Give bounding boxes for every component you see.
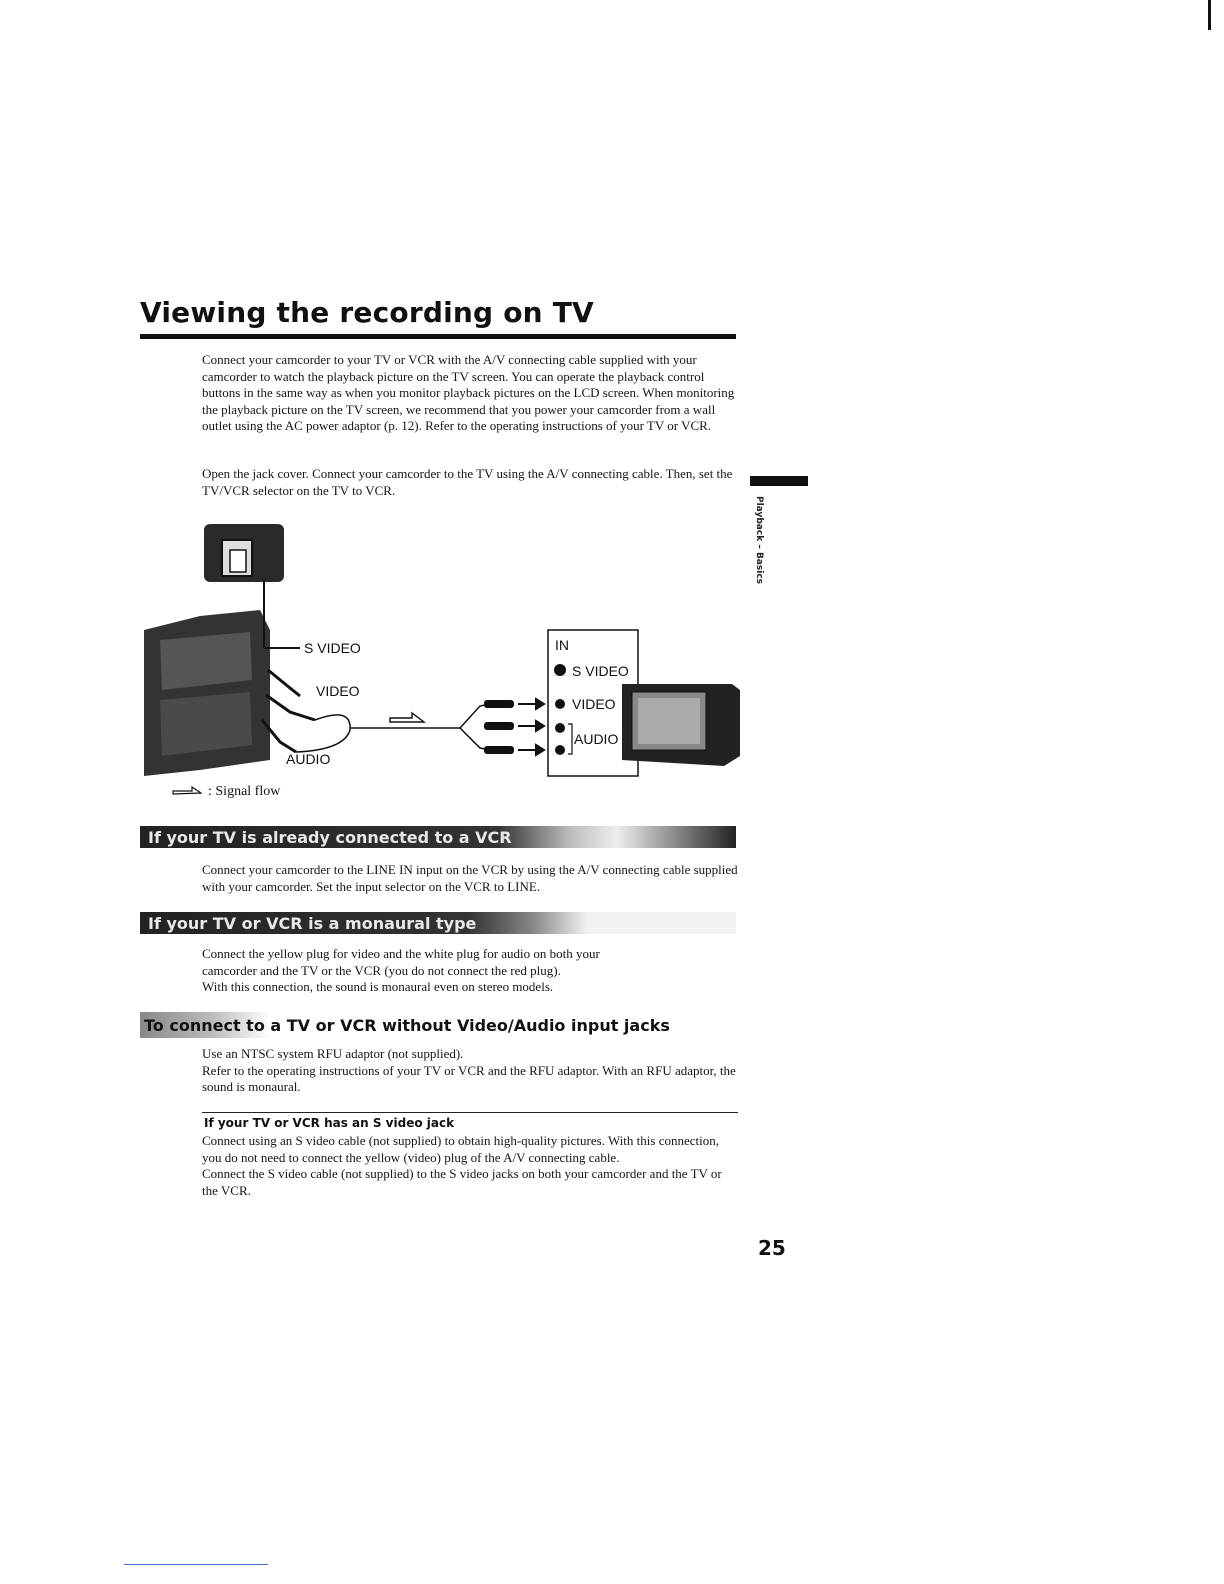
intro-paragraph-2 [202, 466, 740, 499]
signal-flow-arrow-icon [390, 713, 424, 722]
plug-audio-red-icon [484, 746, 514, 754]
arrow-icons [518, 699, 544, 755]
section-2-line-1: Connect the yellow plug for video and the white plug for audio on both your [202, 946, 600, 961]
connection-diagram [140, 520, 750, 810]
section-heading-band-3 [140, 1012, 736, 1038]
section-heading-1: If your TV is already connected to a VCR [148, 827, 512, 847]
plug-audio-white-icon [484, 722, 514, 730]
scan-edge-line [1208, 0, 1211, 30]
signal-flow-icon [172, 786, 202, 798]
cam-video-label: VIDEO [316, 683, 360, 699]
signal-flow-legend [172, 784, 280, 800]
tv-set-illustration [622, 684, 740, 766]
section-text-1: Connect your camcorder to the LINE IN input on the VCR by using the A/V connecting cable supplied with your camcorder. Set the input selector on the VCR to LINE. [202, 862, 738, 894]
subsection-heading: If your TV or VCR has an S video jack [204, 1116, 455, 1130]
title-rule [140, 334, 736, 339]
section-2-line-2: camcorder and the TV or the VCR (you do not connect the red plug). [202, 962, 561, 978]
section-marker-bar [750, 476, 808, 486]
intro-text-2: Open the jack cover. Connect your camcorder to the TV using the A/V connecting cable. Then, set the TV/VCR selector on the TV to VCR. [202, 466, 733, 498]
section-body-3 [202, 1046, 740, 1096]
section-heading-band-1 [140, 826, 736, 848]
page-number: 25 [758, 1236, 786, 1260]
intro-text-1: Connect your camcorder to your TV or VCR with the A/V connecting cable supplied with your camcorder to watch the playback picture on the TV screen. You can operate the playback control buttons in the same way as when you monitor playback pictures on the LCD screen. When monitoring the playback picture on the TV screen, we recommend that you power your camcorder from a wall outlet using the AC power adaptor (p. 12). Refer to the operating instructions of your TV or VCR. [202, 352, 735, 434]
plug-video-icon [484, 700, 514, 708]
section-heading-2: If your TV or VCR is a monaural type [148, 913, 477, 933]
audio-jack-right-icon [555, 745, 565, 755]
subsection-rule [202, 1112, 738, 1113]
page-title: Viewing the recording on TV [140, 296, 594, 329]
subsection-text-1: Connect using an S video cable (not supplied) to obtain high-quality pictures. With this connection, you do not need to connect the yellow (video) plug of the A/V connecting cable. [202, 1133, 719, 1165]
tv-video-label: VIDEO [572, 696, 616, 712]
section-2-line-3: With this connection, the sound is monaural even on stereo models. [202, 979, 554, 995]
cam-s-video-label: S VIDEO [304, 640, 361, 656]
tv-audio-label: AUDIO [574, 731, 619, 747]
section-heading-3: To connect to a TV or VCR without Video/Audio input jacks [144, 1015, 670, 1035]
side-tab-label: Playback – Basics [754, 496, 764, 585]
intro-paragraph [202, 352, 740, 435]
s-video-jack-icon [554, 664, 566, 676]
section-heading-band-2 [140, 912, 736, 934]
subsection-text-2: Connect the S video cable (not supplied) to the S video jacks on both your camcorder and the TV or the VCR. [202, 1166, 722, 1198]
section-3-line-2: Refer to the operating instructions of your TV or VCR and the RFU adaptor. With an RFU adaptor, the sound is monaural. [202, 1062, 736, 1095]
cam-audio-label: AUDIO [286, 751, 331, 767]
audio-jack-left-icon [555, 723, 565, 733]
section-3-line-1: Use an NTSC system RFU adaptor (not supplied). [202, 1046, 464, 1061]
bottom-underline [124, 1564, 268, 1565]
section-body-1 [202, 862, 740, 895]
tv-in-label: IN [555, 637, 569, 653]
tv-s-video-label: S VIDEO [572, 663, 629, 679]
subsection-body [202, 1133, 740, 1199]
camcorder-illustration [144, 524, 460, 776]
video-jack-icon [555, 699, 565, 709]
legend-text: : Signal flow [208, 784, 281, 799]
section-body-2 [202, 946, 740, 996]
